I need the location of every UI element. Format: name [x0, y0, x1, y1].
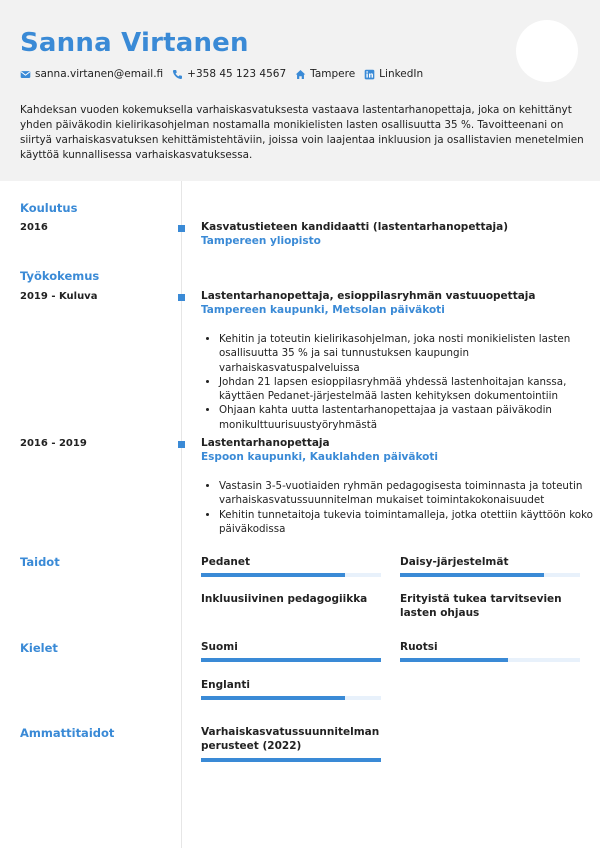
skill-label: Inkluusiivinen pedagogiikka [201, 593, 368, 605]
list-item: • Ohjaan kahta uutta lastentarhanopettajaa ja vastaan päiväkodin monikulttuurisuustyöryhmästä [219, 403, 600, 432]
skill-bar-fill [400, 573, 544, 577]
section-title-experience: Työkokemus [20, 269, 100, 283]
contact-phone[interactable] [172, 68, 286, 80]
envelope-icon [20, 69, 31, 80]
experience-role: Lastentarhanopettaja, esioppilasryhmän vastuuopettaja [201, 290, 536, 302]
experience-org: Tampereen kaupunki, Metsolan päiväkoti [201, 304, 445, 316]
education-date: 2016 [20, 222, 48, 233]
language-label: Suomi [201, 641, 238, 653]
certification-item [201, 725, 381, 753]
language-bar-track [201, 696, 381, 700]
list-item: • Johdan 21 lapsen esioppilasryhmää yhdessä lastenhoitajan kanssa, käyttäen Pedanet-järjestelmää lasten kehityksen dokumentointiin [219, 375, 600, 404]
skill-bar-track [400, 573, 580, 577]
language-label: Ruotsi [400, 641, 438, 653]
timeline-marker [178, 225, 185, 232]
contact-location [295, 68, 355, 80]
profile-summary: Kahdeksan vuoden kokemuksella varhaiskasvatuksesta vastaava lastentarhanopettaja, joka on kehittänyt yhden päiväkodin kielirikasohjelman nostamalla monikielisten lasten osallisuutta 35 %. Tavoitteenani on siirtyä varhaiskasvatuksen kehittämistehtäviin, joissa voin laajentaa inkluusion ja osallistavien menetelmien käyttöä kunnallisessa varhaiskasvatuksessa. [20, 104, 584, 161]
linkedin-text: LinkedIn [379, 68, 424, 80]
experience-role: Lastentarhanopettaja [201, 437, 330, 449]
section-title-certifications: Ammattitaidot [20, 726, 115, 740]
linkedin-icon [364, 69, 375, 80]
timeline-divider [181, 181, 182, 848]
skill-bar-track [201, 573, 381, 577]
experience-date: 2016 - 2019 [20, 438, 87, 449]
avatar [516, 20, 578, 82]
location-text: Tampere [310, 68, 356, 80]
language-bar-fill [201, 696, 345, 700]
education-school: Tampereen yliopisto [201, 235, 321, 247]
section-title-languages: Kielet [20, 641, 58, 655]
contact-bar [20, 68, 432, 80]
experience-bullets [203, 479, 600, 536]
timeline-marker [178, 441, 185, 448]
list-item: • Vastasin 3-5-vuotiaiden ryhmän pedagogisesta toiminnasta ja toteutin varhaiskasvatussuunnitelman mukaiset toimintakokonaisuudet [219, 479, 600, 508]
contact-linkedin[interactable] [364, 68, 423, 80]
language-item [400, 640, 580, 654]
certification-bar-track [201, 758, 381, 762]
language-bar-track [201, 658, 381, 662]
experience-date: 2019 - Kuluva [20, 291, 98, 302]
language-bar-fill [201, 658, 381, 662]
language-item [201, 640, 381, 654]
list-item: • Kehitin ja toteutin kielirikasohjelman, joka nosti monikielisten lasten osallisuutta 35 % ja sai tunnustuksen kaupungin varhaiskasvatuspalveluissa [219, 332, 600, 375]
candidate-name: Sanna Virtanen [20, 28, 249, 58]
certification-label: Varhaiskasvatussuunnitelman perusteet (2022) [201, 726, 380, 752]
timeline-marker [178, 294, 185, 301]
skill-bar-fill [201, 573, 345, 577]
language-label: Englanti [201, 679, 250, 691]
skill-item [201, 592, 381, 606]
experience-bullets [203, 332, 600, 432]
list-item: • Kehitin tunnetaitoja tukevia toimintamalleja, jotka otettiin käyttöön koko päiväkodissa [219, 508, 600, 537]
section-title-skills: Taidot [20, 555, 60, 569]
email-text: sanna.virtanen@email.fi [35, 68, 164, 80]
experience-org: Espoon kaupunki, Kauklahden päiväkoti [201, 451, 439, 463]
skill-label: Pedanet [201, 556, 251, 568]
language-bar-track [400, 658, 580, 662]
section-title-education: Koulutus [20, 201, 78, 215]
skill-item [400, 592, 580, 620]
phone-text: +358 45 123 4567 [187, 68, 287, 80]
contact-email[interactable] [20, 68, 163, 80]
home-icon [295, 69, 306, 80]
education-degree: Kasvatustieteen kandidaatti (lastentarhanopettaja) [201, 221, 509, 233]
language-item [201, 678, 381, 692]
phone-icon [172, 69, 183, 80]
skill-label: Daisy-järjestelmät [400, 556, 509, 568]
certification-bar-fill [201, 758, 381, 762]
skill-label: Erityistä tukea tarvitsevien lasten ohjaus [400, 593, 562, 619]
skill-item [201, 555, 381, 569]
language-bar-fill [400, 658, 508, 662]
skill-item [400, 555, 580, 569]
